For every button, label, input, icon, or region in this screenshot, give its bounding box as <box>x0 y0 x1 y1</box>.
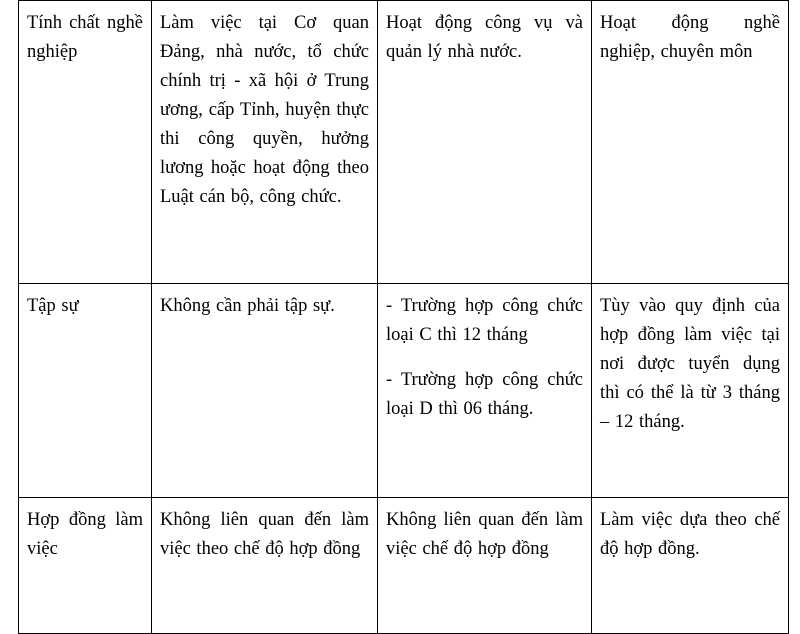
cell-paragraph: - Trường hợp công chức loại C thì 12 tháng <box>386 296 583 345</box>
table-cell: Tùy vào quy định của hợp đồng làm việc tại nơi được tuyển dụng thì có thể là từ 3 tháng – 12 tháng. <box>592 284 789 498</box>
comparison-table <box>18 0 789 634</box>
table-cell: Làm việc tại Cơ quan Đảng, nhà nước, tổ chức chính trị - xã hội ở Trung ương, cấp Tỉnh, huyện thực thi công quyền, hưởng lương hoặc hoạt động theo Luật cán bộ, công chức. <box>152 1 378 284</box>
table-cell: Làm việc dựa theo chế độ hợp đồng. <box>592 498 789 634</box>
table-row <box>19 1 789 284</box>
table-row <box>19 284 789 498</box>
row-header-cell: Tập sự <box>19 284 152 498</box>
table-cell <box>378 284 592 498</box>
table-cell: Hoạt động công vụ và quản lý nhà nước. <box>378 1 592 284</box>
table-cell: Không liên quan đến làm việc theo chế độ hợp đồng <box>152 498 378 634</box>
table-cell: Không cần phải tập sự. <box>152 284 378 498</box>
table-row <box>19 498 789 634</box>
row-header-cell: Tính chất nghề nghiệp <box>19 1 152 284</box>
table-cell: Hoạt động nghề nghiệp, chuyên môn <box>592 1 789 284</box>
table-cell: Không liên quan đến làm việc chế độ hợp đồng <box>378 498 592 634</box>
cell-paragraph: - Trường hợp công chức loại D thì 06 tháng. <box>386 370 583 419</box>
row-header-cell: Hợp đồng làm việc <box>19 498 152 634</box>
